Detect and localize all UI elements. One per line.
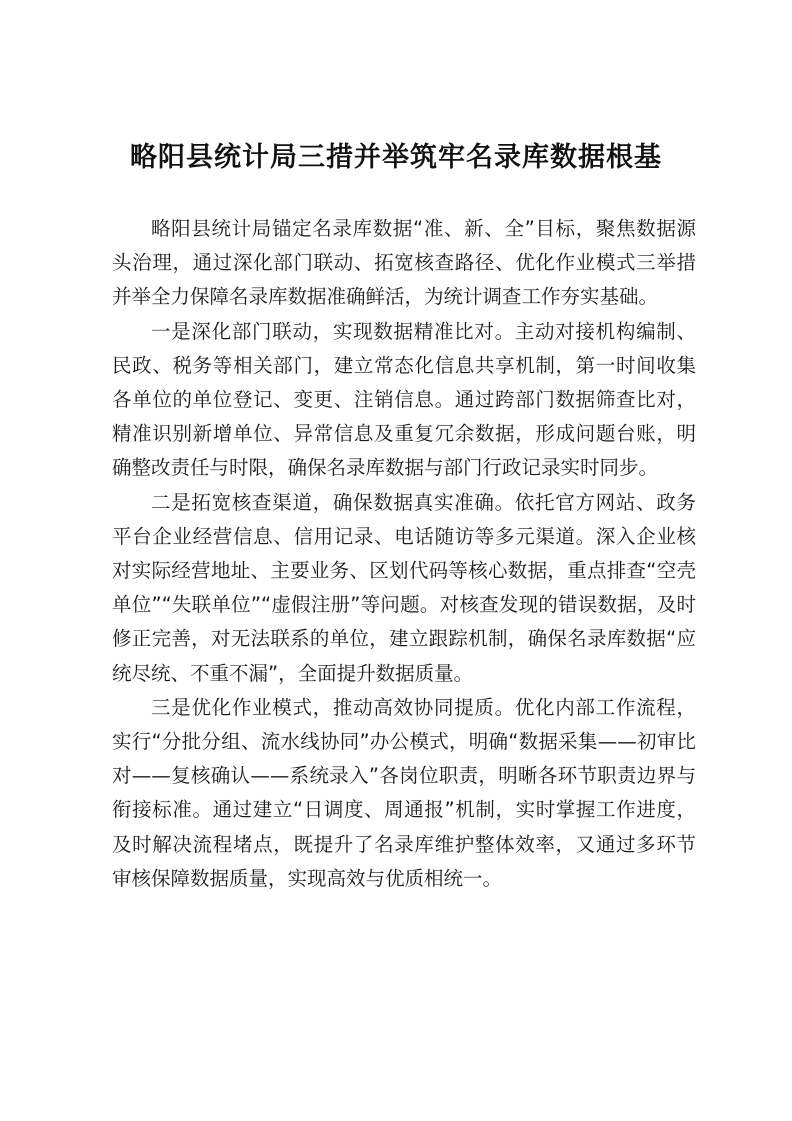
paragraph-intro: 略阳县统计局锚定名录库数据“准、新、全”目标，聚焦数据源头治理，通过深化部门联动、拓宽核查路径、优化作业模式三举措并举全力保障名录库数据准确鲜活，为统计调查工作夯实基础。 xyxy=(112,217,696,309)
paragraph-measure-one: 一是深化部门联动，实现数据精准比对。主动对接机构编制、民政、税务等相关部门，建立常态化信息共享机制，第一时间收集各单位的单位登记、变更、注销信息。通过跨部门数据筛查比对，精准识别新增单位、异常信息及重复冗余数据，形成问题台账，明确整改责任与时限，确保名录库数据与部门行政记录实时同步。 xyxy=(112,319,696,480)
document-title: 略阳县统计局三措并举筑牢名录库数据根基 xyxy=(130,142,662,173)
paragraph-measure-three: 三是优化作业模式，推动高效协同提质。优化内部工作流程，实行“分批分组、流水线协同”办公模式，明确“数据采集——初审比对——复核确认——系统录入”各岗位职责，明晰各环节职责边界与衔接标准。通过建立“日调度、周通报”机制，实时掌握工作进度，及时解决流程堵点，既提升了名录库维护整体效率，又通过多环节审核保障数据质量，实现高效与优质相统一。 xyxy=(112,695,696,890)
document-body xyxy=(112,212,696,896)
paragraph-measure-two: 二是拓宽核查渠道，确保数据真实准确。依托官方网站、政务平台企业经营信息、信用记录、电话随访等多元渠道。深入企业核对实际经营地址、主要业务、区划代码等核心数据，重点排查“空壳单位”“失联单位”“虚假注册”等问题。对核查发现的错误数据，及时修正完善，对无法联系的单位，建立跟踪机制，确保名录库数据“应统尽统、不重不漏”，全面提升数据质量。 xyxy=(112,490,696,685)
